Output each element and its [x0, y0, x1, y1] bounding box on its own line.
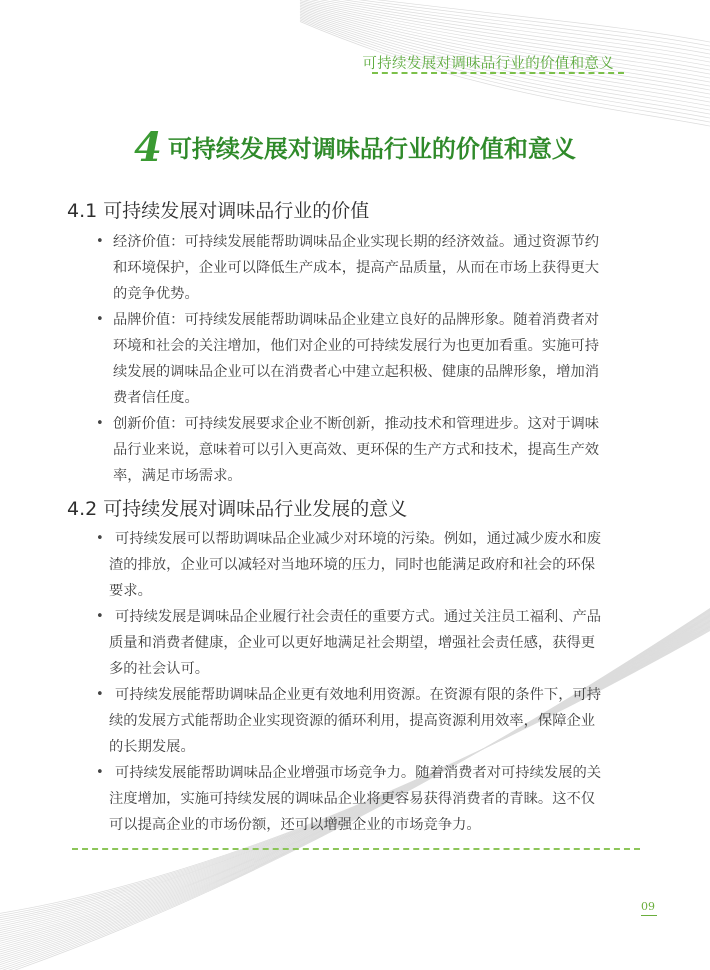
- item-line: 可持续发展可以帮助调味品企业减少对环境的污染。例如，通过减少废水和废: [115, 531, 602, 547]
- chapter-title-text: 可持续发展对调味品行业的价值和意义: [167, 135, 576, 163]
- list-item: [0, 682, 710, 760]
- item-line: 要求。: [109, 583, 152, 599]
- item-line: 续发展的调味品企业可以在消费者心中建立起积极、健康的品牌形象，增加消: [113, 364, 600, 380]
- bullet-icon: •: [96, 416, 104, 431]
- bullet-icon: •: [96, 609, 104, 624]
- item-line: 可持续发展能帮助调味品企业增强市场竞争力。随着消费者对可持续发展的关: [115, 765, 602, 781]
- list-item: [0, 760, 710, 838]
- running-header: 可持续发展对调味品行业的价值和意义: [362, 56, 614, 72]
- section-heading-4-2: 4.2 可持续发展对调味品行业发展的意义: [67, 498, 408, 520]
- list-item: [0, 604, 710, 682]
- bullet-icon: •: [96, 687, 104, 702]
- item-line: 渣的排放，企业可以减轻对当地环境的压力，同时也能满足政府和社会的环保: [109, 557, 596, 573]
- item-line: 注度增加，实施可持续发展的调味品企业将更容易获得消费者的青睐。这不仅: [109, 791, 596, 807]
- item-line: 质量和消费者健康，企业可以更好地满足社会期望，增强社会责任感，获得更: [109, 635, 596, 651]
- item-line: 续的发展方式能帮助企业实现资源的循环利用，提高资源利用效率，保障企业: [109, 713, 596, 729]
- section-4-2-list: [0, 526, 710, 838]
- list-item: [0, 411, 710, 489]
- page-number-underline: [641, 915, 657, 916]
- bullet-icon: •: [96, 531, 104, 546]
- list-item: [0, 229, 710, 307]
- item-line: 和环境保护，企业可以降低生产成本，提高产品质量，从而在市场上获得更大: [113, 260, 600, 276]
- item-line: 可持续发展能帮助调味品企业更有效地利用资源。在资源有限的条件下，可持: [115, 687, 602, 703]
- bullet-icon: •: [96, 234, 104, 249]
- item-line: 环境和社会的关注增加，他们对企业的可持续发展行为也更加看重。实施可持: [113, 338, 600, 354]
- item-line: 创新价值：可持续发展要求企业不断创新，推动技术和管理进步。这对于调味: [113, 416, 600, 432]
- item-line: 可持续发展是调味品企业履行社会责任的重要方式。通过关注员工福利、产品: [115, 609, 602, 625]
- footer-divider: [72, 848, 640, 850]
- item-line: 品行业来说，意味着可以引入更高效、更环保的生产方式和技术，提高生产效: [113, 442, 600, 458]
- item-line: 品牌价值：可持续发展能帮助调味品企业建立良好的品牌形象。随着消费者对: [113, 312, 600, 328]
- item-line: 经济价值：可持续发展能帮助调味品企业实现长期的经济效益。通过资源节约: [113, 234, 600, 250]
- item-line: 费者信任度。: [113, 390, 199, 406]
- chapter-number: 4: [134, 124, 162, 171]
- item-line: 多的社会认可。: [109, 661, 210, 677]
- list-item: [0, 526, 710, 604]
- bullet-icon: •: [96, 765, 104, 780]
- bullet-icon: •: [96, 312, 104, 327]
- chapter-title: [0, 124, 710, 171]
- item-line: 率，满足市场需求。: [113, 468, 242, 484]
- section-4-1-list: [0, 229, 710, 489]
- header-divider: [372, 72, 624, 74]
- page-number: 09: [641, 900, 655, 913]
- item-line: 可以提高企业的市场份额，还可以增强企业的市场竞争力。: [109, 817, 481, 833]
- item-line: 的竞争优势。: [113, 286, 199, 302]
- list-item: [0, 307, 710, 411]
- item-line: 的长期发展。: [109, 739, 195, 755]
- section-heading-4-1: 4.1 可持续发展对调味品行业的价值: [67, 200, 370, 222]
